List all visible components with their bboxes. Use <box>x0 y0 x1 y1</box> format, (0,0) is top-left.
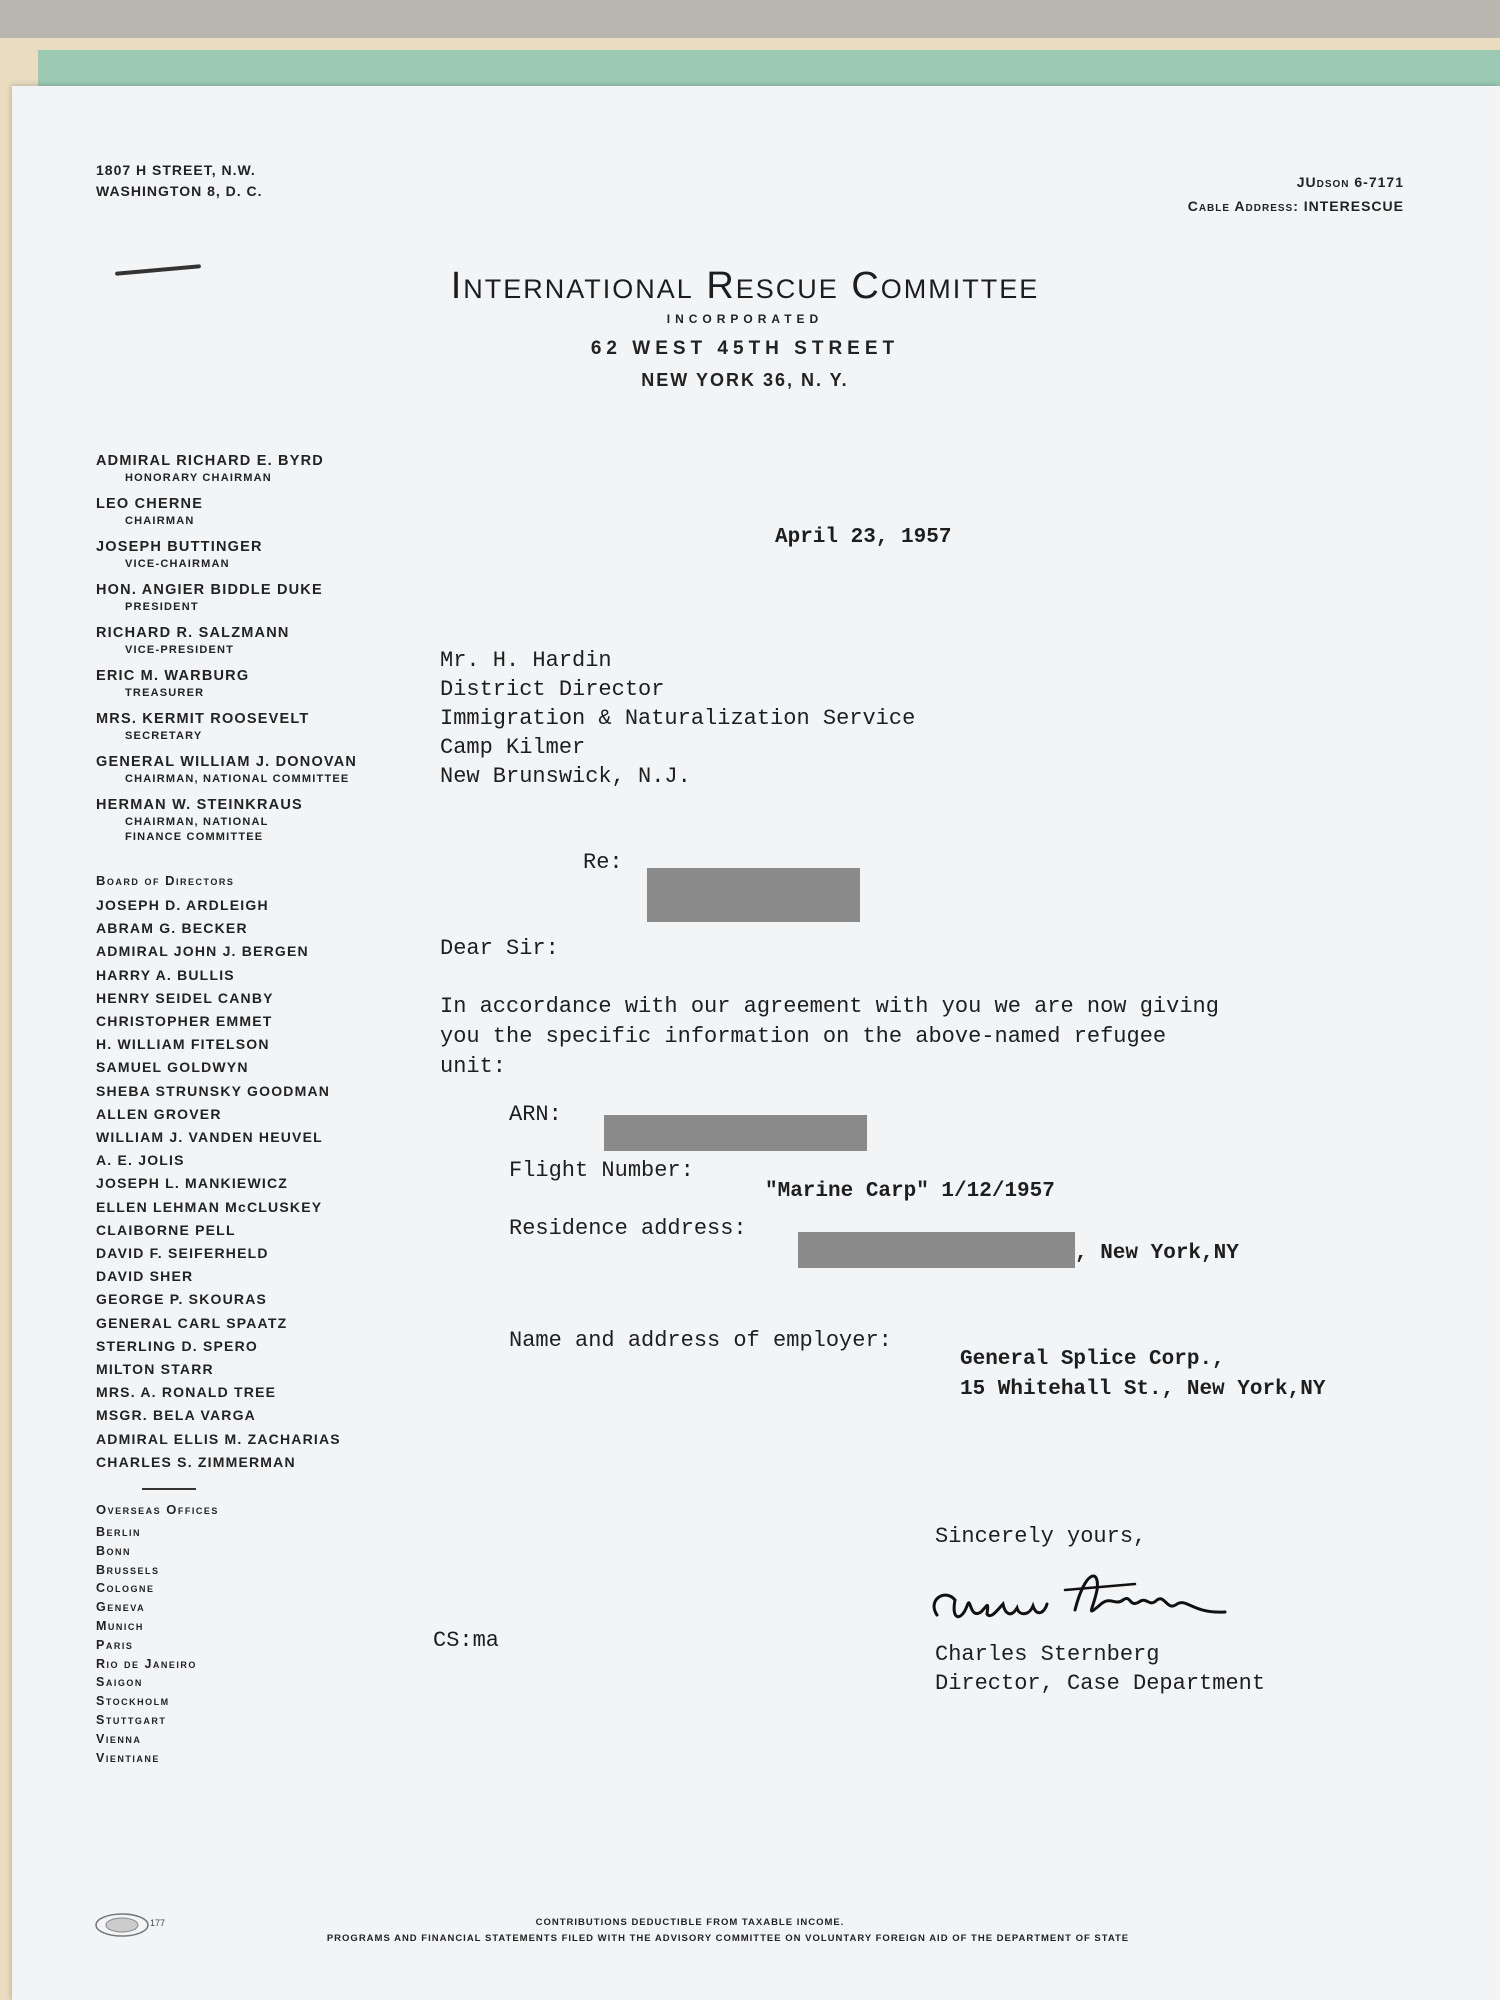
overseas-office: Berlin <box>96 1525 142 1540</box>
overseas-office: Rio de Janeiro <box>96 1656 197 1671</box>
officer-name: HERMAN W. STEINKRAUS <box>96 797 303 813</box>
officer-entry <box>96 667 416 701</box>
overseas-office: Saigon <box>96 1675 143 1690</box>
officer-name: ERIC M. WARBURG <box>96 668 250 684</box>
officer-name: HON. ANGIER BIDDLE DUKE <box>96 582 323 598</box>
incorporated-label: INCORPORATED <box>666 312 824 326</box>
overseas-office: Munich <box>96 1619 144 1634</box>
officer-entry <box>96 538 416 572</box>
street-line: 1807 H STREET, N.W. <box>96 162 256 178</box>
union-number: 177 <box>150 1918 166 1928</box>
officer-entry <box>96 753 416 787</box>
board-member: CHARLES S. ZIMMERMAN <box>96 1453 296 1470</box>
officer-entry <box>96 581 416 615</box>
officer-name: ADMIRAL RICHARD E. BYRD <box>96 453 324 469</box>
signer-name: Charles Sternberg <box>935 1642 1160 1667</box>
board-member: SAMUEL GOLDWYN <box>96 1059 249 1076</box>
footer-line1: CONTRIBUTIONS DEDUCTIBLE FROM TAXABLE INCOME. <box>535 1917 845 1928</box>
officers-list <box>96 452 416 845</box>
redacted-name <box>647 868 860 922</box>
hq-address-line1: 62 WEST 45TH STREET <box>590 338 900 359</box>
board-member: DAVID SHER <box>96 1268 194 1285</box>
officer-name: GENERAL WILLIAM J. DONOVAN <box>96 754 358 770</box>
city-line: WASHINGTON 8, D. C. <box>96 183 263 199</box>
overseas-office: Vientiane <box>96 1750 160 1765</box>
board-member: STERLING D. SPERO <box>96 1337 258 1354</box>
employer-line2: 15 Whitehall St., New York,NY <box>960 1378 1326 1401</box>
officer-title: HONORARY CHAIRMAN <box>125 472 272 484</box>
board-member: CLAIBORNE PELL <box>96 1221 236 1238</box>
board-member: CHRISTOPHER EMMET <box>96 1013 273 1030</box>
overseas-office: Cologne <box>96 1581 155 1596</box>
signer-title: Director, Case Department <box>935 1671 1266 1696</box>
washington-address <box>96 160 263 202</box>
overseas-office: Paris <box>96 1637 134 1652</box>
board-member: ADMIRAL JOHN J. BERGEN <box>96 943 309 960</box>
overseas-office: Stockholm <box>96 1694 170 1709</box>
recipient-address: Mr. H. Hardin District Director Immigration & Naturalization Service Camp Kilmer New Brunswick, N.J. <box>440 648 916 789</box>
board-member: ADMIRAL ELLIS M. ZACHARIAS <box>96 1430 341 1447</box>
cable-address: Cable Address: INTERESCUE <box>1187 198 1404 214</box>
officer-title: SECRETARY <box>125 730 203 742</box>
officer-name: RICHARD R. SALZMANN <box>96 625 290 641</box>
board-member: MRS. A. RONALD TREE <box>96 1384 277 1401</box>
employer-line1: General Splice Corp., <box>960 1348 1225 1371</box>
officer-title: TREASURER <box>125 687 205 699</box>
board-member: MILTON STARR <box>96 1361 214 1378</box>
board-heading: Board of Directors <box>96 873 235 888</box>
board-member: ABRAM G. BECKER <box>96 920 248 937</box>
sidebar-roster <box>96 452 416 1767</box>
officer-title: CHAIRMAN <box>125 515 195 527</box>
divider <box>142 1488 196 1490</box>
officer-title: VICE-CHAIRMAN <box>125 558 230 570</box>
overseas-office: Stuttgart <box>96 1713 167 1728</box>
officer-title: PRESIDENT <box>125 601 199 613</box>
board-member: WILLIAM J. VANDEN HEUVEL <box>96 1129 323 1146</box>
board-member: HARRY A. BULLIS <box>96 966 235 983</box>
employer-label: Name and address of employer: <box>509 1328 892 1353</box>
redacted-arn <box>604 1115 867 1151</box>
officer-entry <box>96 495 416 529</box>
officer-entry <box>96 710 416 744</box>
signer-block <box>935 1640 1265 1698</box>
typist-initials: CS:ma <box>433 1628 500 1653</box>
board-list <box>96 894 416 1474</box>
letter-date: April 23, 1957 <box>775 526 952 549</box>
board-member: JOSEPH L. MANKIEWICZ <box>96 1175 289 1192</box>
flight-value: "Marine Carp" 1/12/1957 <box>765 1180 1055 1203</box>
board-member: GENERAL CARL SPAATZ <box>96 1314 288 1331</box>
board-member: GEORGE P. SKOURAS <box>96 1291 268 1308</box>
board-member: HENRY SEIDEL CANBY <box>96 989 274 1006</box>
board-member: DAVID F. SEIFERHELD <box>96 1245 269 1262</box>
signature-image <box>925 1560 1245 1640</box>
board-member: ALLEN GROVER <box>96 1105 222 1122</box>
officer-entry <box>96 624 416 658</box>
overseas-office: Bonn <box>96 1543 132 1558</box>
officer-title: CHAIRMAN, NATIONAL FINANCE COMMITTEE <box>125 816 269 843</box>
contact-info <box>1188 170 1404 218</box>
overseas-office: Vienna <box>96 1731 142 1746</box>
residence-label: Residence address: <box>509 1216 747 1241</box>
union-label-icon <box>94 1912 150 1938</box>
organization-name: International Rescue Committee <box>450 265 1040 307</box>
officer-title: VICE-PRESIDENT <box>125 644 235 656</box>
board-member: SHEBA STRUNSKY GOODMAN <box>96 1082 331 1099</box>
re-label: Re: <box>583 850 623 875</box>
phone-number: JUdson 6-7171 <box>1296 174 1404 190</box>
board-member: MSGR. BELA VARGA <box>96 1407 256 1424</box>
hq-address-line2: NEW YORK 36, N. Y. <box>641 370 849 390</box>
salutation: Dear Sir: <box>440 936 559 961</box>
letter-body: In accordance with our agreement with you we are now giving you the specific information on the above-named refugee unit: <box>440 994 1219 1079</box>
officer-entry <box>96 452 416 486</box>
closing: Sincerely yours, <box>935 1524 1147 1549</box>
residence-value: , New York,NY <box>1075 1242 1239 1265</box>
officer-entry <box>96 796 416 845</box>
board-member: JOSEPH D. ARDLEIGH <box>96 897 269 913</box>
overseas-heading: Overseas Offices <box>96 1502 219 1518</box>
redacted-residence <box>798 1232 1075 1268</box>
flight-label: Flight Number: <box>509 1158 694 1183</box>
officer-name: JOSEPH BUTTINGER <box>96 539 263 555</box>
board-member: ELLEN LEHMAN McCLUSKEY <box>96 1198 323 1215</box>
board-member: A. E. JOLIS <box>96 1152 185 1169</box>
arn-label: ARN: <box>509 1102 562 1127</box>
board-member: H. WILLIAM FITELSON <box>96 1036 270 1053</box>
officer-name: MRS. KERMIT ROOSEVELT <box>96 711 310 727</box>
officer-name: LEO CHERNE <box>96 496 204 512</box>
footer-line2: PROGRAMS AND FINANCIAL STATEMENTS FILED WITH THE ADVISORY COMMITTEE ON VOLUNTARY FOREIGN AID OF THE DEPARTMENT OF STATE <box>326 1933 1130 1944</box>
overseas-office: Brussels <box>96 1562 160 1577</box>
overseas-office: Geneva <box>96 1600 146 1615</box>
overseas-offices-list <box>96 1523 416 1767</box>
officer-title: CHAIRMAN, NATIONAL COMMITTEE <box>125 773 350 785</box>
